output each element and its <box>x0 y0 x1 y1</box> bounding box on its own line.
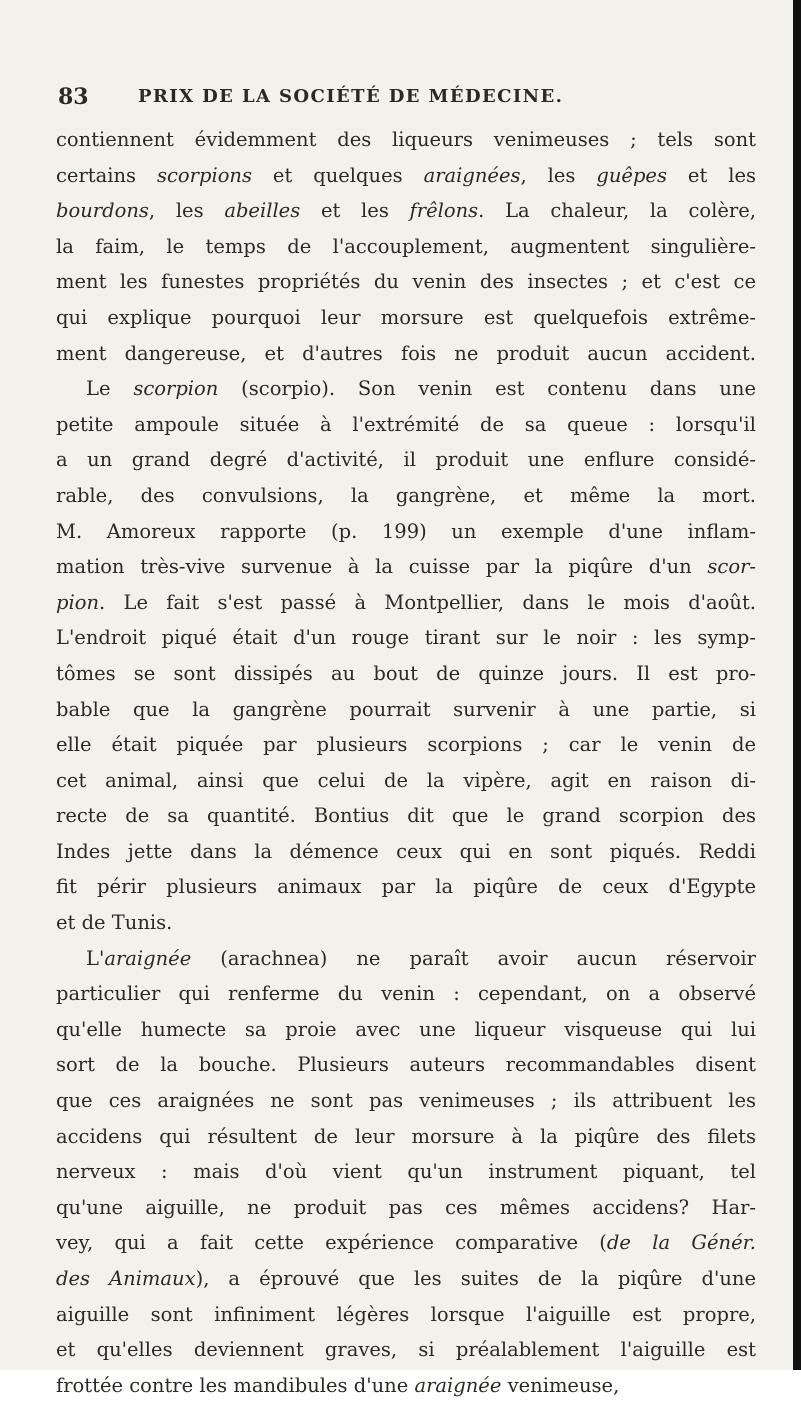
italic-text: araignée <box>414 1373 502 1397</box>
italic-text: bourdons <box>56 199 149 223</box>
text-line <box>56 1261 756 1297</box>
text-line <box>56 1083 756 1119</box>
text-line <box>56 976 756 1012</box>
text-line <box>56 869 756 905</box>
text-line <box>56 478 756 514</box>
text-line <box>56 158 756 194</box>
text-line <box>56 1297 756 1333</box>
text-segment: M. Amoreux rapporte (p. 199) un exemple d'une inflam- <box>56 519 756 543</box>
text-line <box>56 229 756 265</box>
italic-text: guêpes <box>596 163 667 187</box>
text-line <box>56 122 756 158</box>
text-line <box>56 336 756 372</box>
text-segment: , les <box>520 163 597 187</box>
text-line <box>56 798 756 834</box>
text-segment: et de Tunis. <box>56 911 173 935</box>
text-segment: (arachnea) ne paraît avoir aucun réservoir <box>191 946 756 970</box>
text-line <box>56 1012 756 1048</box>
text-segment: , les <box>148 199 225 223</box>
text-line <box>56 1332 756 1368</box>
text-segment: mation très-vive survenue à la cuisse par la piqûre d'un <box>56 555 708 579</box>
text-segment: et les <box>666 163 756 187</box>
text-line <box>56 442 756 478</box>
text-line <box>56 549 756 585</box>
text-line <box>56 264 756 300</box>
text-line <box>56 585 756 621</box>
text-segment: bable que la gangrène pourrait survenir à une partie, si <box>56 697 756 721</box>
italic-text: de la Génér. <box>606 1231 756 1255</box>
page-header <box>58 84 758 120</box>
text-segment: venimeuse, <box>501 1373 620 1397</box>
text-line <box>56 1368 756 1403</box>
text-segment: et qu'elles deviennent graves, si préalablement l'aiguille est <box>56 1338 756 1362</box>
text-segment: L' <box>86 946 105 970</box>
text-line <box>56 620 756 656</box>
italic-text: abeilles <box>224 199 301 223</box>
text-segment: que ces araignées ne sont pas venimeuses ; ils attribuent les <box>56 1089 756 1113</box>
text-line <box>56 656 756 692</box>
page-number: 83 <box>58 84 89 110</box>
text-segment: particulier qui renferme du venin : cependant, on a observé <box>56 982 756 1006</box>
text-segment: et les <box>300 199 410 223</box>
text-segment: vey, qui a fait cette expérience comparative ( <box>56 1231 607 1255</box>
text-segment: . La chaleur, la colère, <box>478 199 756 223</box>
text-line <box>56 941 756 977</box>
text-segment: aiguille sont infiniment légères lorsque l'aiguille est propre, <box>56 1302 756 1326</box>
text-line <box>56 1190 756 1226</box>
text-segment: tômes se sont dissipés au bout de quinze jours. Il est pro- <box>56 661 756 685</box>
italic-text: araignées <box>423 163 521 187</box>
text-segment: . Le fait s'est passé à Montpellier, dans le mois d'août. <box>99 590 756 614</box>
text-segment: petite ampoule située à l'extrémité de sa queue : lorsqu'il <box>56 412 756 436</box>
italic-text: araignée <box>104 946 192 970</box>
text-segment: frottée contre les mandibules d'une <box>56 1373 415 1397</box>
text-line <box>56 905 756 941</box>
running-head: PRIX DE LA SOCIÉTÉ DE MÉDECINE. <box>138 86 564 107</box>
italic-text: des Animaux <box>56 1267 196 1290</box>
body-text <box>56 122 756 1403</box>
text-line <box>56 727 756 763</box>
text-line <box>56 692 756 728</box>
text-segment: qu'une aiguille, ne produit pas ces mêmes accidens? Har- <box>56 1195 756 1219</box>
text-line <box>56 300 756 336</box>
text-line <box>56 514 756 550</box>
text-line <box>56 1119 756 1155</box>
text-line <box>56 763 756 799</box>
text-segment: contiennent évidemment des liqueurs venimeuses ; tels sont <box>56 128 756 151</box>
text-segment: nerveux : mais d'où vient qu'un instrument piquant, tel <box>56 1160 756 1184</box>
text-segment: certains <box>56 163 157 187</box>
text-line <box>56 193 756 229</box>
text-line <box>56 371 756 407</box>
page-edge-shadow <box>793 0 801 1370</box>
italic-text: scor- <box>707 555 756 579</box>
text-segment: ), a éprouvé que les suites de la piqûre d'une <box>195 1267 756 1290</box>
text-segment: (scorpio). Son venin est contenu dans une <box>218 377 756 401</box>
text-segment: Indes jette dans la démence ceux qui en sont piqués. Reddi <box>56 839 756 863</box>
text-segment: Le <box>86 377 134 401</box>
text-line <box>56 1225 756 1261</box>
text-segment: qui explique pourquoi leur morsure est quelquefois extrême- <box>56 305 756 329</box>
italic-text: scorpions <box>156 163 252 187</box>
text-segment: ment les funestes propriétés du venin des insectes ; et c'est ce <box>56 270 756 294</box>
text-line <box>56 1154 756 1190</box>
text-segment: qu'elle humecte sa proie avec une liqueur visqueuse qui lui <box>56 1017 756 1041</box>
italic-text: scorpion <box>133 377 219 401</box>
text-segment: L'endroit piqué était d'un rouge tirant sur le noir : les symp- <box>56 626 756 650</box>
text-segment: sort de la bouche. Plusieurs auteurs recommandables disent <box>56 1053 756 1077</box>
text-segment: elle était piquée par plusieurs scorpions ; car le venin de <box>56 733 756 757</box>
text-segment: accidens qui résultent de leur morsure à la piqûre des filets <box>56 1124 756 1148</box>
text-segment: a un grand degré d'activité, il produit une enflure considé- <box>56 448 756 472</box>
text-line <box>56 834 756 870</box>
text-segment: recte de sa quantité. Bontius dit que le grand scorpion des <box>56 804 756 828</box>
text-line <box>56 407 756 443</box>
text-segment: fit périr plusieurs animaux par la piqûre de ceux d'Egypte <box>56 875 756 899</box>
text-segment: et quelques <box>252 163 424 187</box>
italic-text: frêlons <box>409 199 479 223</box>
text-line <box>56 1047 756 1083</box>
text-segment: cet animal, ainsi que celui de la vipère, agit en raison di- <box>56 768 756 792</box>
text-segment: ment dangereuse, et d'autres fois ne produit aucun accident. <box>56 341 756 365</box>
text-segment: rable, des convulsions, la gangrène, et même la mort. <box>56 483 756 507</box>
italic-text: pion <box>56 590 100 614</box>
text-segment: la faim, le temps de l'accouplement, augmentent singulière- <box>56 234 756 258</box>
